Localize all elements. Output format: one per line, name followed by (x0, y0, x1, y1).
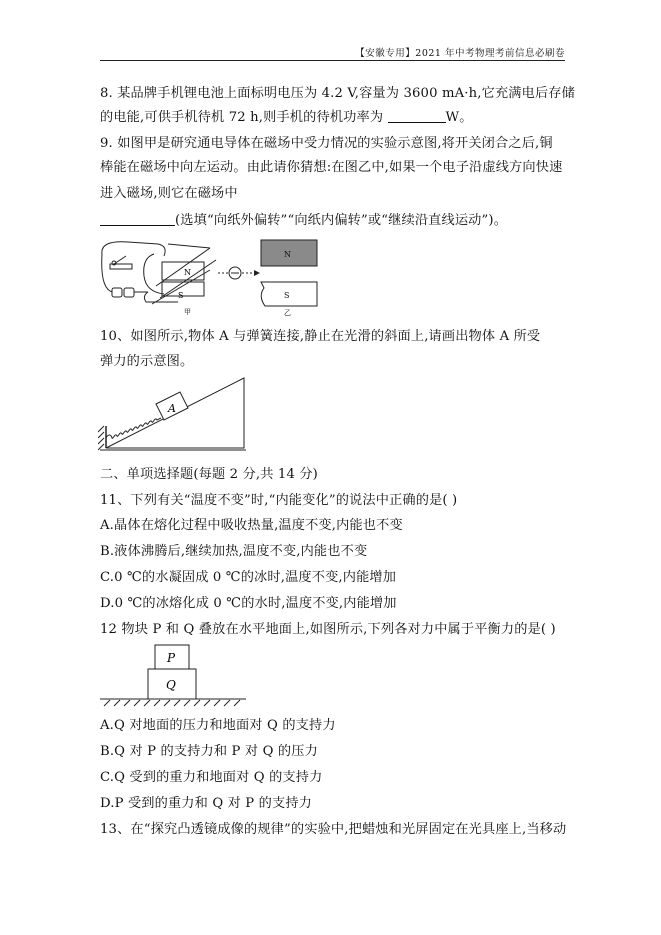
fig-jia-s-label: S (178, 291, 184, 300)
q10-line2: 弹力的示意图。 (100, 354, 194, 369)
q9-line2: 棒能在磁场中向左运动。由此请你猜想:在图乙中,如果一个电子沿虚线方向快速 (100, 160, 563, 175)
q8-line2-pre: 的电能,可供手机待机 72 h,则手机的待机功率为 (100, 110, 388, 125)
section-2-heading: 二、单项选择题(每题 2 分,共 14 分) (100, 467, 318, 482)
electron-path (218, 267, 260, 279)
q9-line4 (100, 213, 570, 229)
block-a-label: A (168, 402, 176, 415)
q11-option-b: B.液体沸腾后,继续加热,温度不变,内能也不变 (100, 544, 368, 559)
q9-line4-text: (选填“向纸外偏转”“向纸内偏转”或“继续沿直线运动”)。 (175, 213, 508, 228)
fig-yi-s-label: S (284, 291, 290, 300)
header-rule (100, 60, 565, 61)
q8-line1: 8. 某品牌手机锂电池上面标明电压为 4.2 V,容量为 3600 mA·h,它充满电后存储 (100, 86, 575, 101)
q11-option-a: A.晶体在熔化过程中吸收热量,温度不变,内能也不变 (100, 518, 403, 533)
ground-hatch (104, 700, 240, 706)
battery-1 (112, 288, 122, 297)
battery-2 (124, 288, 134, 297)
page-header: 【安徽专用】2021 年中考物理考前信息必刷卷 (355, 48, 565, 59)
fig-yi-n-label: N (284, 250, 291, 259)
q13-line1: 13、在“探究凸透镜成像的规律”的实验中,把蜡烛和光屏固定在光具座上,当移动 (100, 822, 567, 837)
q12-figure (98, 643, 248, 709)
fig-jia-n-label: N (184, 268, 191, 277)
block-q-label: Q (166, 678, 176, 692)
q9-answer-blank (100, 213, 175, 226)
q8-line2 (100, 110, 570, 126)
q10-figure (98, 374, 250, 452)
q9-figure (98, 236, 323, 316)
q12-option-c: C.Q 受到的重力和地面对 Q 的支持力 (100, 770, 323, 785)
q12-option-d: D.P 受到的重力和 Q 对 P 的支持力 (100, 796, 313, 811)
fig-yi-caption: 乙 (284, 309, 291, 316)
q12-stem: 12 物块 P 和 Q 叠放在水平地面上,如图所示,下列各对力中属于平衡力的是( ) (100, 622, 556, 637)
block-p-label: P (167, 651, 176, 665)
fig-jia-caption: 甲 (184, 308, 191, 316)
q11-option-c: C.0 ℃的水凝固成 0 ℃的冰时,温度不变,内能增加 (100, 570, 397, 585)
q9-line1: 9. 如图甲是研究通电导体在磁场中受力情况的实验示意图,将开关闭合之后,铜 (100, 136, 553, 151)
q8-line2-post: W。 (445, 110, 473, 125)
q10-line1: 10、如图所示,物体 A 与弹簧连接,静止在光滑的斜面上,请画出物体 A 所受 (100, 329, 541, 344)
q9-line3: 进入磁场,则它在磁场中 (100, 186, 238, 201)
q11-option-d: D.0 ℃的冰熔化成 0 ℃的水时,温度不变,内能增加 (100, 596, 397, 611)
q12-option-a: A.Q 对地面的压力和地面对 Q 的支持力 (100, 718, 336, 733)
q8-answer-blank (388, 110, 446, 123)
q12-option-b: B.Q 对 P 的支持力和 P 对 Q 的压力 (100, 744, 318, 759)
q11-stem: 11、下列有关“温度不变”时,“内能变化”的说法中正确的是( ) (100, 493, 458, 508)
